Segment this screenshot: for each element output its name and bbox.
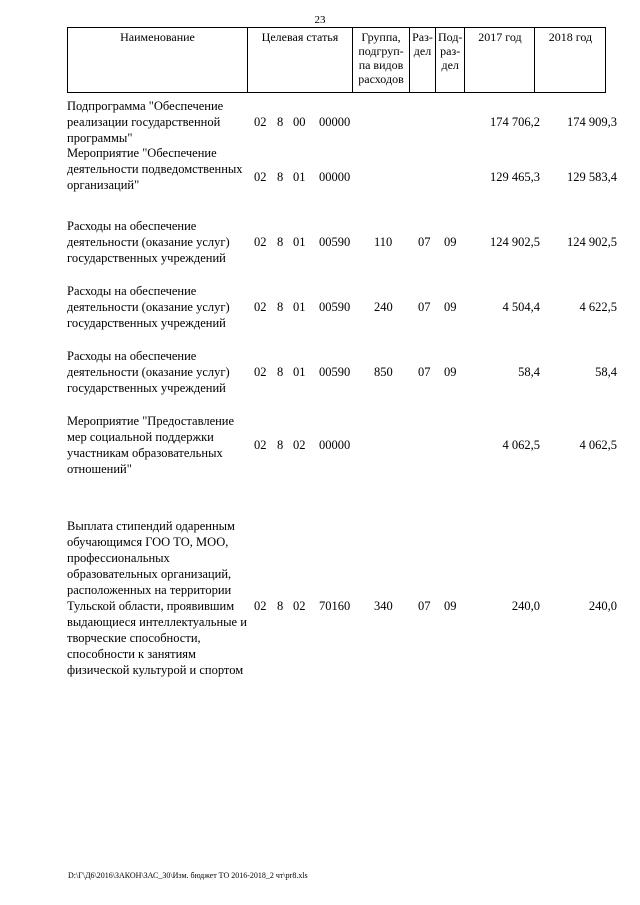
row-code-event: 01	[293, 365, 306, 379]
row-code-direction: 00000	[319, 170, 351, 184]
row-code-subprogram: 8	[277, 235, 284, 249]
row-name: Расходы на обеспечение деятельности (оказание услуг) государственных учреждений	[67, 284, 230, 330]
row-2017: 174 706,2	[490, 115, 540, 129]
row-podrazdel: 09	[444, 365, 457, 379]
row-podrazdel: 09	[444, 300, 457, 314]
row-code-direction: 00000	[319, 438, 351, 452]
row-name: Расходы на обеспечение деятельности (оказание услуг) государственных учреждений	[67, 349, 230, 395]
row-code-event: 02	[293, 438, 306, 452]
row-razdel: 07	[418, 235, 431, 249]
row-code-event: 01	[293, 235, 306, 249]
row-name: Подпрограмма "Обеспечение реализации государственной программы"	[67, 99, 224, 145]
row-code-event: 01	[293, 170, 306, 184]
row-group: 240	[374, 300, 393, 314]
row-code-program: 02	[254, 300, 267, 314]
row-group: 340	[374, 599, 393, 613]
row-razdel: 07	[418, 599, 431, 613]
row-code-program: 02	[254, 170, 267, 184]
row-code-direction: 00000	[319, 115, 351, 129]
header-razdel: Раз-дел	[410, 28, 436, 93]
row-code-subprogram: 8	[277, 170, 284, 184]
table-header	[67, 27, 606, 93]
row-code-subprogram: 8	[277, 438, 284, 452]
row-name: Расходы на обеспечение деятельности (оказание услуг) государственных учреждений	[67, 219, 230, 265]
row-razdel: 07	[418, 300, 431, 314]
row-2018: 124 902,5	[567, 235, 617, 249]
row-code-direction: 70160	[319, 599, 351, 613]
header-2017: 2017 год	[465, 28, 535, 93]
row-group: 850	[374, 365, 393, 379]
header-target: Целевая статья	[248, 28, 353, 93]
row-code-subprogram: 8	[277, 115, 284, 129]
row-code-subprogram: 8	[277, 599, 284, 613]
row-group: 110	[374, 235, 393, 249]
row-code-program: 02	[254, 235, 267, 249]
row-2017: 240,0	[511, 599, 540, 613]
row-code-event: 00	[293, 115, 306, 129]
row-2017: 4 062,5	[502, 438, 540, 452]
file-path-footer: D:\Г\Д6\2016\ЗАКОН\ЗАС_30\Изм. бюджет ТО 2016-2018_2 чт\pr8.xls	[68, 871, 308, 880]
page-number: 23	[314, 14, 326, 26]
row-podrazdel: 09	[444, 599, 457, 613]
row-code-subprogram: 8	[277, 365, 284, 379]
header-2018: 2018 год	[535, 28, 606, 93]
header-group: Группа, подгруп-па видов расходов	[353, 28, 410, 93]
header-podrazdel: Под-раз-дел	[436, 28, 465, 93]
row-razdel: 07	[418, 365, 431, 379]
row-2018: 4 622,5	[579, 300, 617, 314]
row-2017: 58,4	[518, 365, 540, 379]
row-code-program: 02	[254, 365, 267, 379]
row-code-direction: 00590	[319, 300, 351, 314]
row-name: Мероприятие "Обеспечение деятельности подведомственных организаций"	[67, 146, 243, 192]
row-code-subprogram: 8	[277, 300, 284, 314]
row-code-direction: 00590	[319, 365, 351, 379]
row-podrazdel: 09	[444, 235, 457, 249]
row-2018: 58,4	[595, 365, 617, 379]
row-code-direction: 00590	[319, 235, 351, 249]
row-code-program: 02	[254, 438, 267, 452]
row-code-program: 02	[254, 115, 267, 129]
row-code-event: 01	[293, 300, 306, 314]
row-2018: 174 909,3	[567, 115, 617, 129]
row-2018: 4 062,5	[579, 438, 617, 452]
row-2018: 129 583,4	[567, 170, 617, 184]
row-2018: 240,0	[588, 599, 617, 613]
header-name: Наименование	[68, 28, 248, 93]
row-code-program: 02	[254, 599, 267, 613]
row-code-event: 02	[293, 599, 306, 613]
row-name: Выплата стипендий одаренным обучающимся ГОО ТО, МОО, профессиональных образовательных организаций, расположенных на территории Тульской области, проявившим выдающиеся интеллектуальные и творческие способности, способности к занятиям физической культурой и спортом	[67, 519, 247, 677]
row-2017: 124 902,5	[490, 235, 540, 249]
row-name: Мероприятие "Предоставление мер социальной поддержки участникам образовательных отношений"	[67, 414, 235, 476]
row-2017: 4 504,4	[502, 300, 540, 314]
row-2017: 129 465,3	[490, 170, 540, 184]
